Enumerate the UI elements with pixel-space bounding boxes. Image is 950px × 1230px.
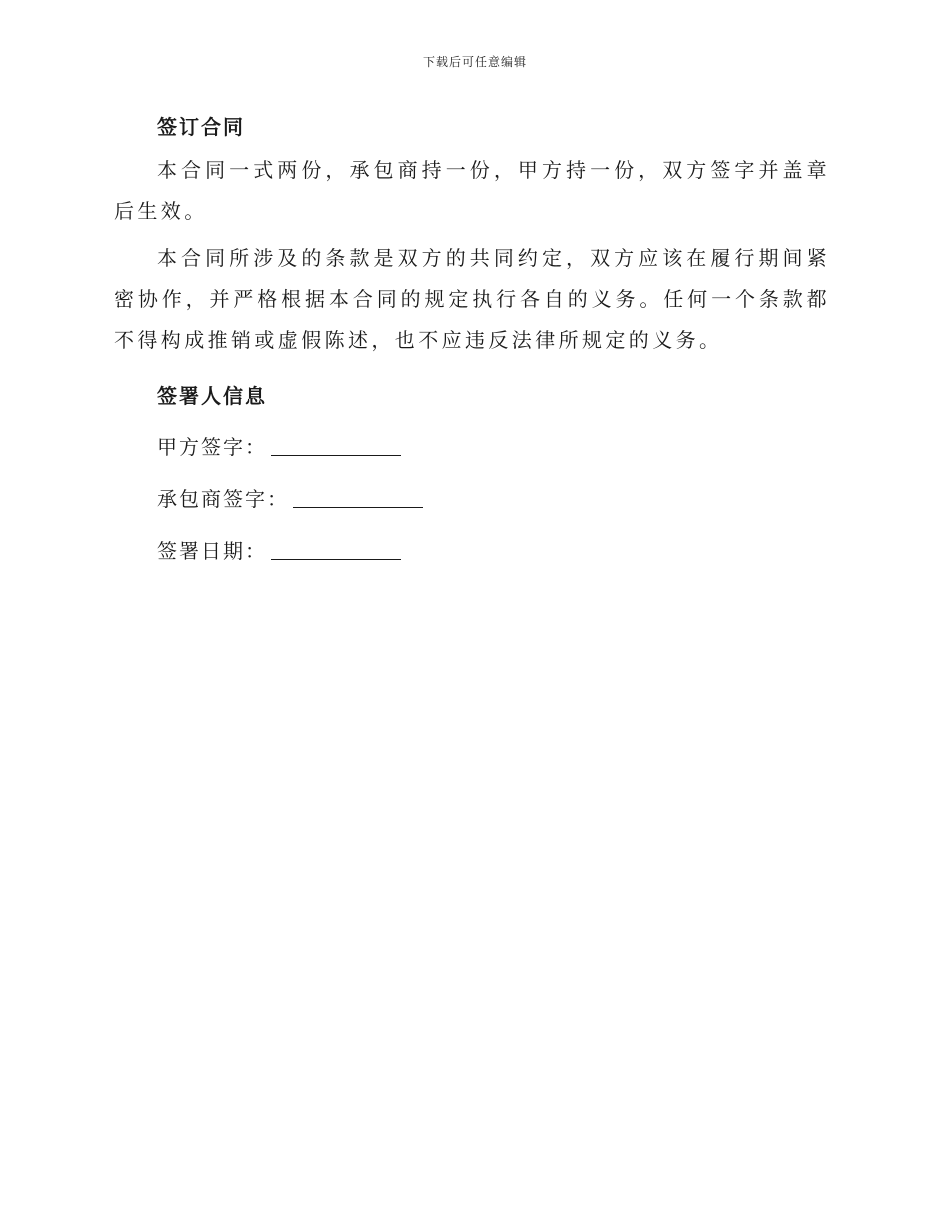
page-header-note: 下载后可任意编辑: [422, 55, 527, 69]
signature-line-date: [157, 525, 830, 577]
document-body: [114, 108, 830, 577]
section-title-signatory-info: 签署人信息: [157, 384, 267, 408]
paragraph-copies: 本合同一式两份，承包商持一份，甲方持一份，双方签字并盖章后生效。: [114, 158, 830, 223]
signature-label-date: 签署日期：: [157, 539, 267, 563]
signature-blank-contractor[interactable]: [293, 489, 423, 508]
signature-blank-party-a[interactable]: [271, 437, 401, 456]
signature-label-contractor: 承包商签字：: [157, 487, 289, 511]
paragraph-terms: 本合同所涉及的条款是双方的共同约定，双方应该在履行期间紧密协作，并严格根据本合同的规定执行各自的义务。任何一个条款都不得构成推销或虚假陈述，也不应违反法律所规定的义务。: [114, 246, 830, 352]
signature-blank-date[interactable]: [271, 541, 401, 560]
section-title-sign-contract: 签订合同: [157, 115, 245, 139]
signature-line-party-a: [157, 421, 830, 473]
signature-label-party-a: 甲方签字：: [157, 435, 267, 459]
signature-line-contractor: [157, 473, 830, 525]
